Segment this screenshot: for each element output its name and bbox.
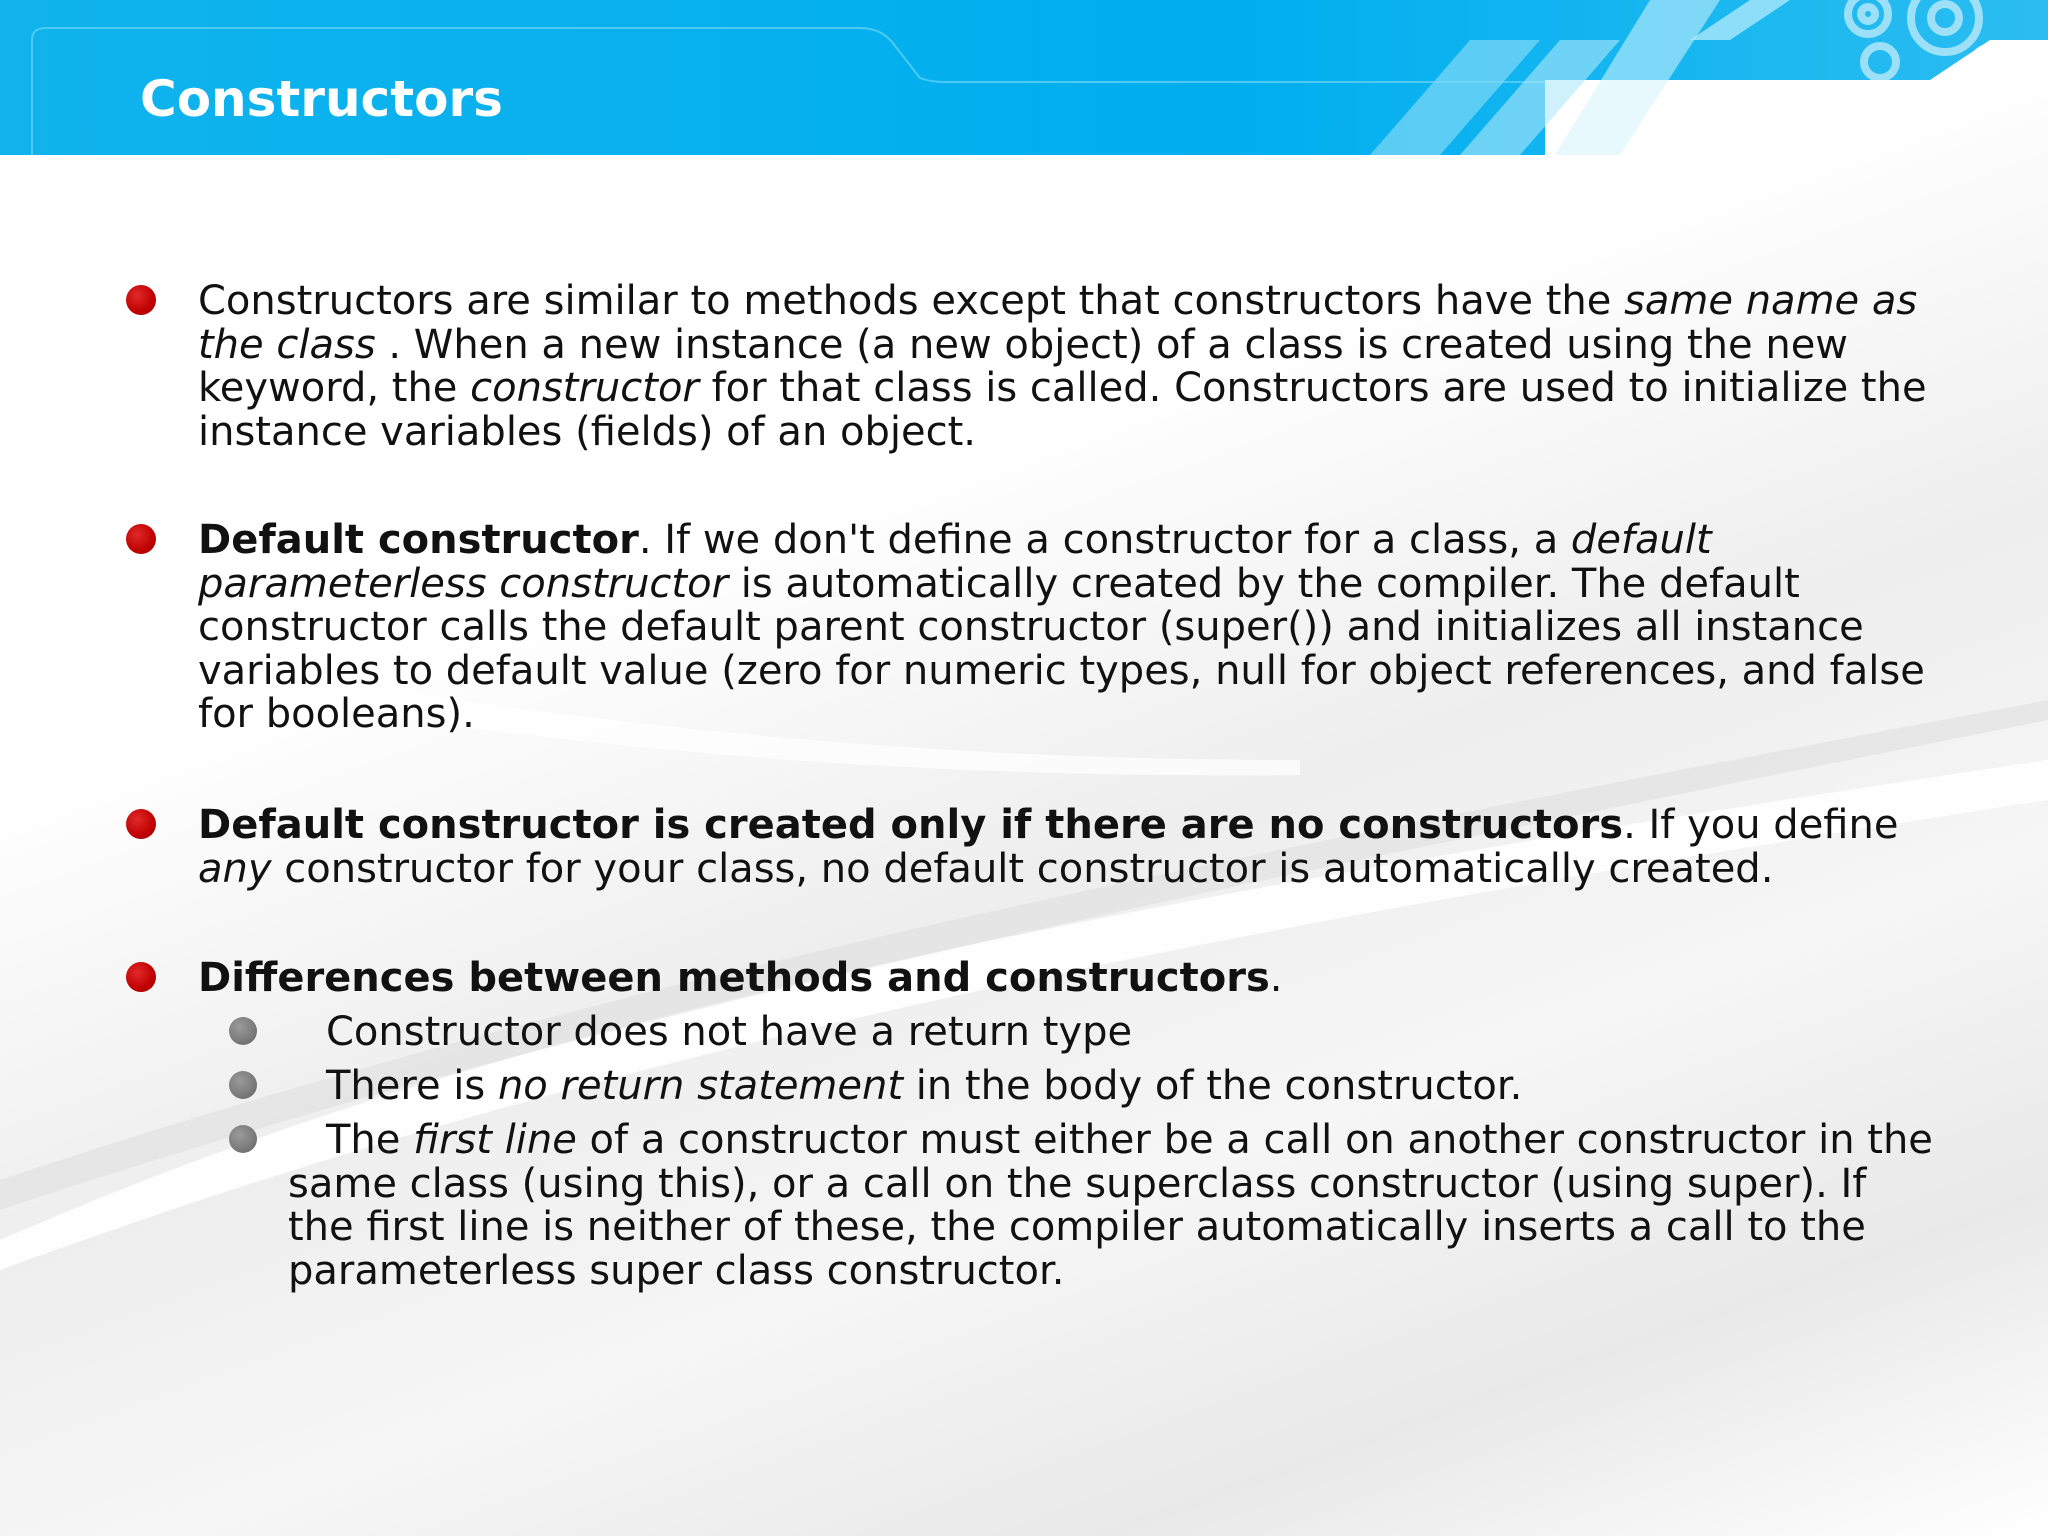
bullet-text — [198, 519, 1938, 737]
bullet-dot-icon — [126, 524, 156, 554]
subbullet-dot-icon — [229, 1017, 257, 1045]
bullet-dot-icon — [126, 809, 156, 839]
bullet-run: . — [1269, 955, 1283, 1001]
bullet-run: is automatically created by the compiler. The default constructor calls the default parent constructor (super()) and initializes all instance variables to default value (zero for numeric types, null for object references, and false for booleans). — [198, 560, 1925, 737]
bullet-run: default parameterless constructor — [198, 517, 1712, 607]
bullet-run: . If you define — [1623, 802, 1899, 848]
bullet-run: . If we don't define a constructor for a class, a — [638, 517, 1571, 563]
bullet-run: constructor — [470, 365, 699, 411]
bullet-dot-icon — [126, 962, 156, 992]
subbullet-dot-icon — [229, 1071, 257, 1099]
subbullet-run: of a constructor must either be a call on another constructor in the same class (using this), or a call on the superclass constructor (using super). If the first line is neither of these, the compiler automatically inserts a call to the parameterless super class constructor. — [288, 1117, 1933, 1294]
subbullet-run: first line — [413, 1117, 577, 1163]
bullet-text — [198, 957, 1938, 1001]
bullet-text — [198, 280, 1938, 454]
subbullet-run: The — [326, 1117, 414, 1163]
subbullet-run: in the body of the constructor. — [903, 1063, 1523, 1109]
subbullet-run: Constructor does not have a return type — [326, 1009, 1133, 1055]
bullet-run: same name as the class — [198, 278, 1918, 368]
subbullet-text — [288, 1065, 1938, 1109]
bullet-run: Differences between methods and constructors — [198, 955, 1270, 1001]
bullet-run: for that class is called. Constructors are used to initialize the instance variables (fields) of an object. — [198, 365, 1927, 455]
bullet-run: . When a new instance (a new object) of a class is created using the new keyword, the — [198, 321, 1849, 411]
bullet-text — [198, 804, 1938, 891]
bullet-run: Default constructor — [198, 517, 639, 563]
subbullet-run: There is — [326, 1063, 498, 1109]
bullet-run: any — [198, 845, 272, 892]
slide-title: Constructors — [140, 70, 503, 128]
subbullet-text — [288, 1011, 1938, 1055]
subbullet-dot-icon — [229, 1125, 257, 1153]
bullet-run: Constructors are similar to methods except that constructors have the — [198, 278, 1625, 324]
bullet-run: Default constructor is created only if there are no constructors — [198, 802, 1624, 848]
bullet-run: constructor for your class, no default constructor is automatically created. — [271, 845, 1774, 892]
subbullet-run: no return statement — [497, 1063, 904, 1109]
subbullet-text — [288, 1119, 1938, 1293]
bullet-dot-icon — [126, 285, 156, 315]
